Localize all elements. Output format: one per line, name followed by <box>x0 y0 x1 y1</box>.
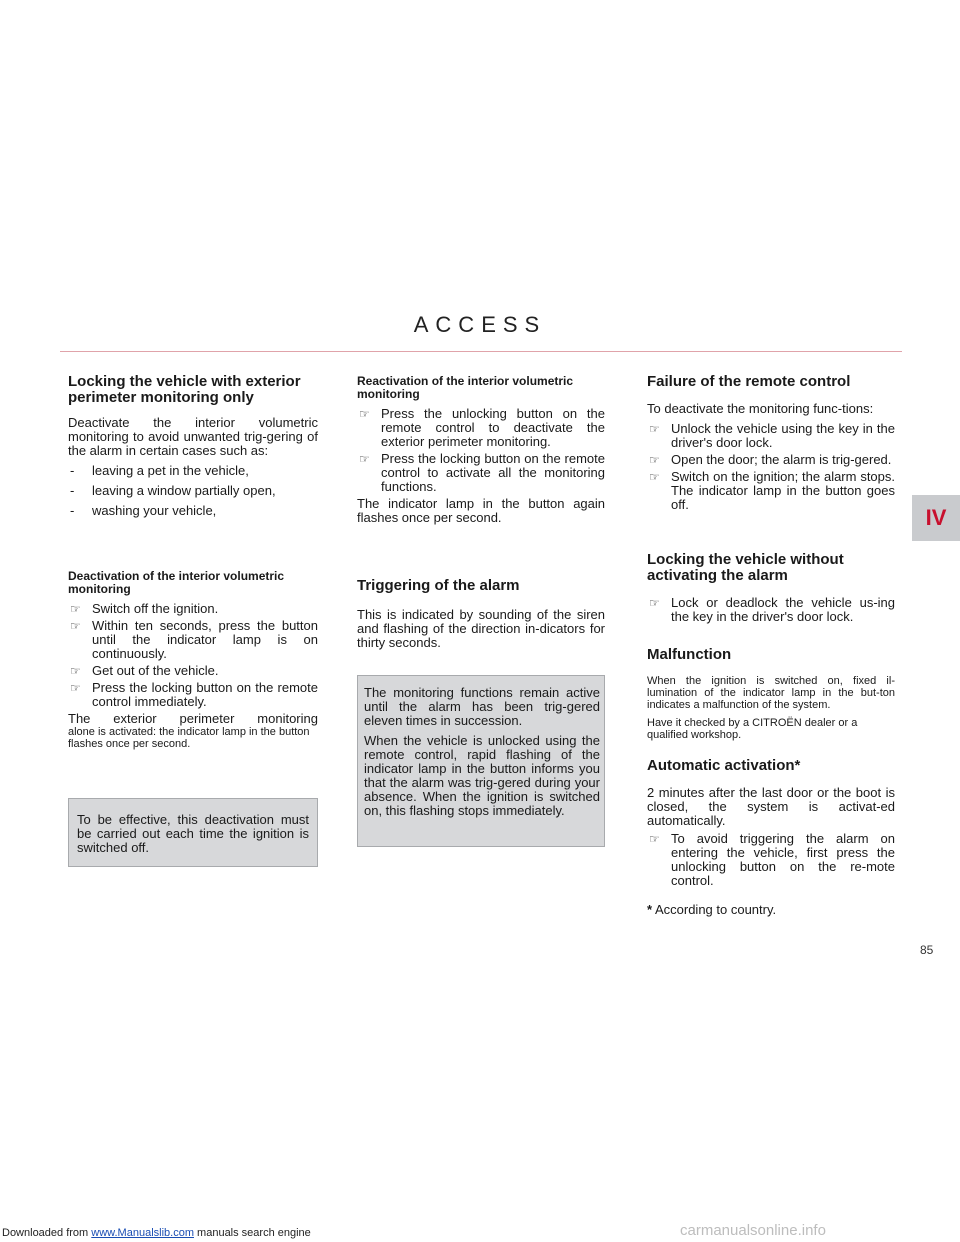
pointing-hand-icon: ☞ <box>649 422 660 436</box>
list-item: ☞ Switch off the ignition. <box>70 601 219 616</box>
deactivation-steps <box>68 602 318 709</box>
column-3-auto <box>647 758 895 891</box>
box-text: To be effective, this deactivation must be carried out each time the ignition is switched off. <box>77 812 309 855</box>
auto-steps <box>647 832 895 888</box>
col1-intro: Deactivate the interior volumetric monitoring to avoid unwanted trig-gering of the alarm in certain cases such as: <box>68 415 318 458</box>
reactivation-steps <box>357 407 605 494</box>
column-3-malfunction <box>647 647 895 744</box>
list-item: ☞ To avoid triggering the alarm on entering the vehicle, first press the unlocking button on the re-mote control. <box>649 831 895 888</box>
box-p1: The monitoring functions remain active until the alarm has been trig-gered eleven times in succession. <box>364 685 600 728</box>
column-2-trigger <box>357 578 605 653</box>
malfunction-p1: When the ignition is switched on, fixed il-lumination of the indicator lamp in the but-ton indicates a malfunction of the system. <box>647 675 895 711</box>
dash-icon: - <box>70 503 75 518</box>
column-3-lock <box>647 552 895 627</box>
footer-watermark: carmanualsonline.info <box>680 1222 826 1239</box>
list-item: ☞ Get out of the vehicle. <box>70 663 219 678</box>
list-item: - washing your vehicle, <box>70 503 217 518</box>
banner-prefix: Downloaded from <box>2 1227 89 1239</box>
pointing-hand-icon: ☞ <box>649 453 660 467</box>
heading-failure: Failure of the remote control <box>647 373 851 390</box>
note-box-monitoring <box>357 675 605 847</box>
dash-icon: - <box>70 483 75 498</box>
auto-text: 2 minutes after the last door or the boot is closed, the system is activat-ed automatically. <box>647 785 895 828</box>
pointing-hand-icon: ☞ <box>70 619 81 633</box>
column-2 <box>357 375 605 528</box>
heading-malfunction: Malfunction <box>647 646 732 663</box>
heading-triggering: Triggering of the alarm <box>357 577 520 594</box>
footnote-text: According to country. <box>654 902 777 917</box>
pointing-hand-icon: ☞ <box>649 596 660 610</box>
column-3 <box>647 374 895 515</box>
column-1-deactivation <box>68 570 318 753</box>
list-item: ☞ Within ten seconds, press the button until the indicator lamp is on continuously. <box>70 618 318 661</box>
heading-locking-without-alarm: Locking the vehicle without activating the alarm <box>647 551 844 584</box>
note-box-deactivation <box>68 798 318 867</box>
list-item: - leaving a window partially open, <box>70 483 276 498</box>
list-item: ☞ Switch on the ignition; the alarm stops. The indicator lamp in the button goes off. <box>649 469 895 512</box>
lock-steps <box>647 596 895 624</box>
list-item: ☞ Press the locking button on the remote control to activate all the monitoring functions. <box>359 451 605 494</box>
footnote-mark: * <box>647 902 653 917</box>
banner-suffix: manuals search engine <box>197 1227 311 1239</box>
pointing-hand-icon: ☞ <box>70 681 81 695</box>
list-item: ☞ Unlock the vehicle using the key in the driver's door lock. <box>649 421 895 450</box>
list-item: ☞ Press the locking button on the remote control immediately. <box>70 680 318 709</box>
manualslib-link[interactable]: www.Manualslib.com <box>91 1227 194 1239</box>
heading-automatic-activation: Automatic activation* <box>647 757 801 774</box>
pointing-hand-icon: ☞ <box>70 602 81 616</box>
react-note: The indicator lamp in the button again flashes once per second. <box>357 496 605 525</box>
list-item: ☞ Lock or deadlock the vehicle us-ing the key in the driver's door lock. <box>649 595 895 624</box>
failure-intro: To deactivate the monitoring func-tions: <box>647 401 874 416</box>
heading-deactivation: Deactivation of the interior volumetric monitoring <box>68 569 285 596</box>
section-tab: IV <box>912 495 960 541</box>
trigger-text: This is indicated by sounding of the siren and flashing of the direction in-dicators for thirty seconds. <box>357 607 605 650</box>
box-p2: When the vehicle is unlocked using the remote control, rapid flashing of the indicator lamp in the button informs you that the alarm was trig-gered during your absence. When the ignition is switched on, this flashing stops immediately. <box>364 733 600 818</box>
cases-list <box>68 464 318 518</box>
page-number: 85 <box>920 943 934 957</box>
pointing-hand-icon: ☞ <box>70 664 81 678</box>
list-item: ☞ Press the unlocking button on the remote control to deactivate the exterior perimeter monitoring. <box>359 406 605 449</box>
malfunction-p2: Have it checked by a CITROËN dealer or a qualified workshop. <box>647 717 858 741</box>
deact-note-line1: The exterior perimeter monitoring <box>68 711 318 726</box>
pointing-hand-icon: ☞ <box>359 407 370 421</box>
page-title: ACCESS <box>413 312 547 337</box>
list-item: ☞ Open the door; the alarm is trig-gered. <box>649 452 892 467</box>
failure-steps <box>647 422 895 512</box>
heading-locking-perimeter: Locking the vehicle with exterior perimeter monitoring only <box>68 373 301 406</box>
pointing-hand-icon: ☞ <box>359 452 370 466</box>
heading-reactivation: Reactivation of the interior volumetric monitoring <box>357 374 574 401</box>
pointing-hand-icon: ☞ <box>649 832 660 846</box>
footnote <box>647 903 895 917</box>
title-divider <box>60 351 902 352</box>
dash-icon: - <box>70 463 75 478</box>
deact-note-line2: alone is activated: the indicator lamp in the button flashes once per second. <box>68 726 310 750</box>
pointing-hand-icon: ☞ <box>649 470 660 484</box>
download-banner <box>2 1227 311 1239</box>
column-1 <box>68 374 318 524</box>
list-item: - leaving a pet in the vehicle, <box>70 463 249 478</box>
